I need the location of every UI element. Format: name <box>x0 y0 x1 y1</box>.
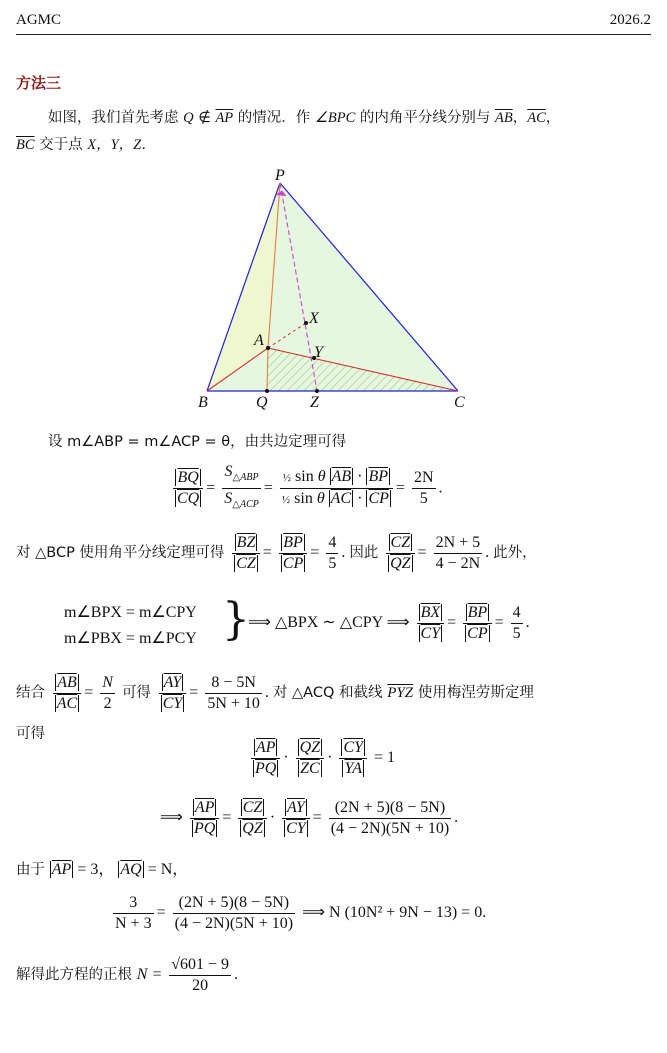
intro-angle: ∠BPC <box>314 110 356 126</box>
step4-ap-val: = 3， <box>77 861 115 878</box>
eq1-result-den: 5 <box>419 490 428 508</box>
intro-math-ap: $\overline{AP}$ <box>215 110 234 126</box>
sim-line-1: m∠BPX = m∠CPY <box>64 604 197 621</box>
sim-val-den: 5 <box>512 625 521 642</box>
header-left: AGMC <box>16 12 62 28</box>
step3-ratio-num: N <box>102 674 113 691</box>
answer-den: 20 <box>192 977 209 994</box>
step2-text-b: 因此 <box>349 545 379 562</box>
step3-line-name: $\overline{PYZ}$ <box>387 685 414 702</box>
step3-text-e: 可得 <box>16 726 45 742</box>
label-b: B <box>198 394 208 411</box>
section-title: 方法三 <box>16 74 62 92</box>
page-header <box>16 12 651 35</box>
eq3-rhs-den: (4 − 2N)(5N + 10) <box>174 915 294 932</box>
header-right: 2026.2 <box>609 12 651 28</box>
step4-aq-val: = N， <box>147 861 189 878</box>
step3-ratio-den: 2 <box>103 695 112 712</box>
label-y: Y <box>314 344 323 361</box>
label-c: C <box>454 394 465 411</box>
point-x <box>304 321 308 325</box>
label-q: Q <box>256 394 268 411</box>
label-x: X <box>309 310 319 327</box>
sim-conditions <box>64 600 197 652</box>
sim-brace: } <box>222 594 250 645</box>
intro-line-2: $\overline{BC}$ 交于点 X，Y，Z． <box>16 137 156 153</box>
intro-points: X，Y，Z． <box>87 137 156 153</box>
intro-line-1: 如图，我们首先考虑 Q ∉ $\overline{AP}$ 的情况．作 ∠BPC 的内角平分线分别与 $\overline{AB}$，$\overline{AC}$， <box>48 110 561 126</box>
eq1-result-num: 2N <box>412 468 436 489</box>
label-p: P <box>275 167 285 184</box>
step3-text-b: 可得 <box>121 685 151 702</box>
step2-val-num: 4 <box>326 533 338 554</box>
sim-mid: △BPX ∼ △CPY <box>274 614 383 632</box>
point-q <box>265 389 269 393</box>
intro-text-b: 的情况．作 <box>237 110 311 126</box>
sim-conclusion: ⟹ △BPX ∼ △CPY ⟹ $\frac{\overline{BX}}{CY}$ = $\frac{\overline{BP}}{CP}$ = $\frac{4}{5}$ . <box>248 604 530 642</box>
intro-text-a: 如图，我们首先考虑 <box>48 110 179 126</box>
sim-val-num: 4 <box>511 603 523 624</box>
eq3-final: N (10N² + 9N − 13) = 0. <box>329 904 487 922</box>
step4-text-a: 由于 <box>16 862 45 878</box>
step2-res-num: 2N + 5 <box>434 533 483 554</box>
equation-2: ⟹ $\frac{\overline{AP}}{PQ}$ = $\frac{\overline{CZ}}{QZ}$ · $\frac{\overline{AY}}{CY}$ = $\frac{(2N + 5)(8 - 5N)}{(4 - 2N)(5N + 10)}$ . <box>160 799 459 837</box>
answer-text: 解得此方程的正根 <box>16 967 132 984</box>
point-z <box>315 389 319 393</box>
step3-text-d: 使用梅涅劳斯定理 <box>417 685 534 702</box>
step2-res-den: 4 − 2N <box>435 555 481 572</box>
intro-text-c: 的内角平分线分别与 <box>359 110 491 126</box>
menelaus-rhs: = 1 <box>374 749 396 767</box>
step3-text-a: 结合 <box>16 685 45 702</box>
answer-var: N = <box>136 966 163 984</box>
menelaus-equation: $\frac{\overline{AP}}{PQ}$ · $\frac{\overline{QZ}}{ZC}$ · $\frac{\overline{CY}}{YA}$ = 1 <box>248 738 395 779</box>
step3-text-c: 对 △ACQ 和截线 <box>272 685 383 702</box>
intro-math-q: Q <box>183 110 194 126</box>
label-a: A <box>254 332 264 349</box>
sim-line-2: m∠PBX = m∠PCY <box>64 630 197 647</box>
eq2-res-num: (2N + 5)(8 − 5N) <box>329 798 451 819</box>
step3-res-den: 5N + 10 <box>207 695 260 712</box>
step4-line: 由于 $\overline{AP} = 3$， $\overline{AQ} = N$， <box>16 861 189 878</box>
step2-line: 对 △BCP 使用角平分线定理可得 $\frac{\overline{BZ}}{CZ}$ = $\frac{\overline{BP}}{CP}$ = $\frac{4}{5}$ . 因此 $\frac{\overline{CZ}}{QZ}$ = $\frac{2N + 5}{4 - 2N}$ . 此外， <box>16 534 537 572</box>
step1-text: 设 m∠ABP = m∠ACP = θ，由共边定理可得 <box>48 434 347 450</box>
answer-num: √601 − 9 <box>169 955 231 976</box>
point-a <box>266 346 270 350</box>
step3-res-num: 8 − 5N <box>205 673 262 694</box>
eq3-lhs-num: 3 <box>113 893 154 914</box>
step3-line: 结合 $\frac{\overline{AB}}{AC}$ = $\frac{N}{2}$ 可得 $\frac{\overline{AY}}{CY}$ = $\frac{8 - 5N}{5N + 10}$ . 对 △ACQ 和截线 $\overline{PYZ}$ 使用梅涅劳斯定理 <box>16 674 534 712</box>
label-z: Z <box>310 394 319 411</box>
eq3-rhs-num: (2N + 5)(8 − 5N) <box>173 893 295 914</box>
intro-text-d: 交于点 <box>39 137 83 153</box>
equation-1: $\frac{\overline{BQ}}{CQ}$ = $\frac{S_{\triangle ABP}}{S_{\triangle ACP}}$ = $\frac{\frac{1}{2} \sin \theta \overline{AB} \cdot \overline{BP}}{\frac{1}{2} \sin \theta \overline{AC} \cdot \overline{CP}}$ = $\frac{2N}{5}$ . <box>170 462 443 515</box>
eq2-res-den: (4 − 2N)(5N + 10) <box>330 820 450 837</box>
step2-text-c: 此外， <box>493 545 537 562</box>
equation-3: $\frac{3}{N + 3}$ = $\frac{(2N + 5)(8 - 5N)}{(4 - 2N)(5N + 10)}$ ⟹ N (10N² + 9N − 13) = 0. <box>115 894 487 932</box>
answer-line: 解得此方程的正根 N = $\frac{√601 - 9}{20}$ . <box>16 956 239 994</box>
step2-val-den: 5 <box>328 555 337 572</box>
eq3-lhs-den: N + 3 <box>115 915 152 932</box>
triangle-figure <box>190 165 480 415</box>
step2-text-a: 对 △BCP 使用角平分线定理可得 <box>16 545 225 562</box>
